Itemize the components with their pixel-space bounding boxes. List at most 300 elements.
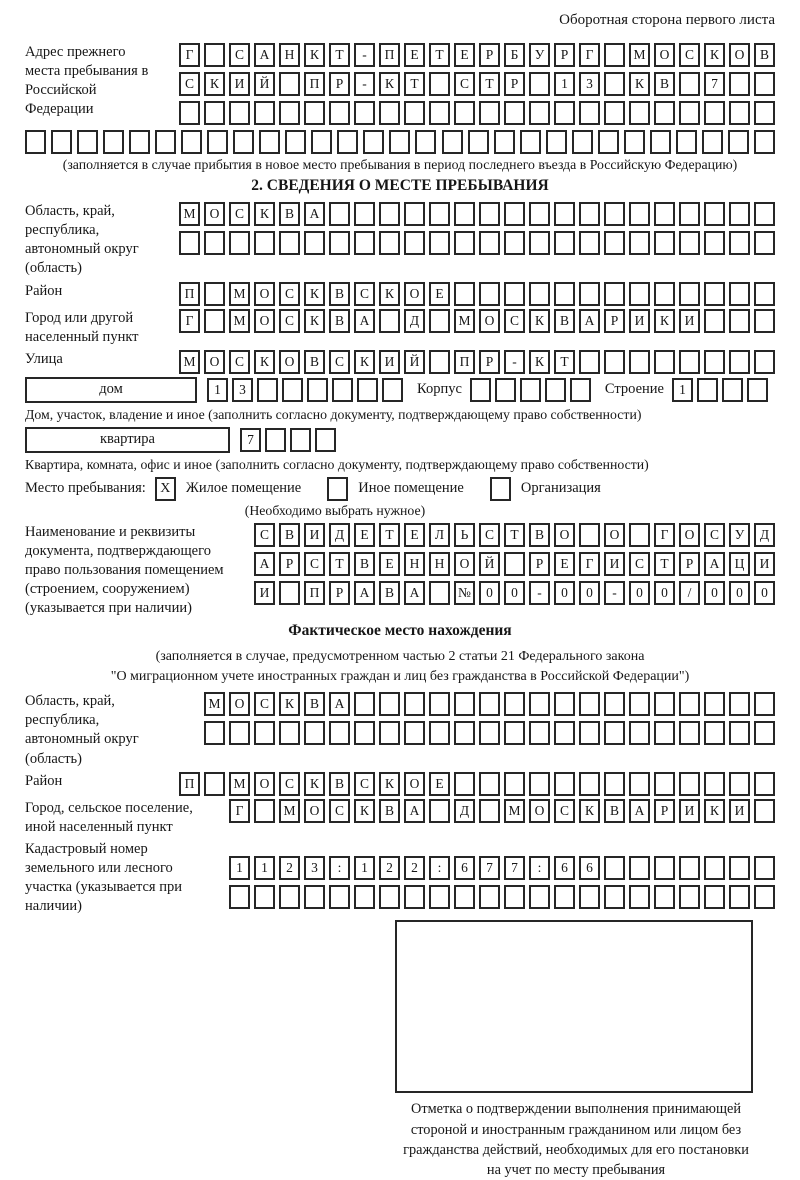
char-cell[interactable]: К — [354, 799, 375, 823]
char-cell[interactable] — [579, 772, 600, 796]
char-cell[interactable] — [504, 885, 525, 909]
char-cell[interactable]: 0 — [504, 581, 525, 605]
char-cell[interactable]: А — [254, 552, 275, 576]
char-cell[interactable]: Р — [504, 72, 525, 96]
char-cell[interactable]: К — [304, 309, 325, 333]
char-cell[interactable] — [704, 885, 725, 909]
char-cell[interactable] — [429, 721, 450, 745]
char-cell[interactable] — [554, 692, 575, 716]
char-cell[interactable] — [570, 378, 591, 402]
char-cell[interactable]: К — [304, 282, 325, 306]
char-cell[interactable] — [229, 721, 250, 745]
char-cell[interactable] — [545, 378, 566, 402]
char-cell[interactable]: Т — [329, 552, 350, 576]
char-cell[interactable] — [604, 282, 625, 306]
char-cell[interactable] — [729, 350, 750, 374]
char-cell[interactable] — [529, 72, 550, 96]
char-cell[interactable] — [479, 692, 500, 716]
char-cell[interactable] — [604, 350, 625, 374]
checkbox-zhiloe[interactable]: X — [155, 477, 176, 501]
char-cell[interactable] — [354, 692, 375, 716]
char-cell[interactable] — [454, 692, 475, 716]
char-cell[interactable] — [404, 721, 425, 745]
char-cell[interactable]: : — [329, 856, 350, 880]
char-cell[interactable] — [329, 202, 350, 226]
char-cell[interactable]: У — [729, 523, 750, 547]
char-cell[interactable] — [25, 130, 46, 154]
char-cell[interactable]: Й — [404, 350, 425, 374]
char-cell[interactable] — [454, 721, 475, 745]
char-cell[interactable] — [51, 130, 72, 154]
char-cell[interactable]: 0 — [479, 581, 500, 605]
char-cell[interactable] — [679, 721, 700, 745]
char-cell[interactable] — [354, 231, 375, 255]
char-cell[interactable] — [354, 885, 375, 909]
char-cell[interactable] — [729, 692, 750, 716]
char-cell[interactable]: 7 — [704, 72, 725, 96]
char-cell[interactable] — [629, 101, 650, 125]
char-cell[interactable] — [495, 378, 516, 402]
char-cell[interactable]: Р — [604, 309, 625, 333]
char-cell[interactable]: О — [254, 309, 275, 333]
char-cell[interactable]: - — [529, 581, 550, 605]
char-cell[interactable] — [579, 721, 600, 745]
char-cell[interactable] — [304, 885, 325, 909]
char-cell[interactable] — [679, 856, 700, 880]
char-cell[interactable] — [504, 692, 525, 716]
char-cell[interactable] — [554, 231, 575, 255]
char-cell[interactable] — [754, 692, 775, 716]
char-cell[interactable] — [546, 130, 567, 154]
char-cell[interactable]: К — [654, 309, 675, 333]
char-cell[interactable] — [479, 721, 500, 745]
char-cell[interactable]: Е — [554, 552, 575, 576]
char-cell[interactable] — [704, 721, 725, 745]
char-cell[interactable]: М — [454, 309, 475, 333]
char-cell[interactable] — [229, 231, 250, 255]
char-cell[interactable] — [429, 581, 450, 605]
char-cell[interactable] — [729, 202, 750, 226]
char-cell[interactable] — [181, 130, 202, 154]
char-cell[interactable] — [329, 231, 350, 255]
char-cell[interactable]: В — [279, 202, 300, 226]
char-cell[interactable] — [363, 130, 384, 154]
char-cell[interactable]: И — [754, 552, 775, 576]
char-cell[interactable]: И — [629, 309, 650, 333]
char-cell[interactable] — [629, 772, 650, 796]
char-cell[interactable]: Г — [229, 799, 250, 823]
char-cell[interactable] — [679, 692, 700, 716]
char-cell[interactable]: И — [379, 350, 400, 374]
char-cell[interactable] — [468, 130, 489, 154]
char-cell[interactable] — [579, 350, 600, 374]
char-cell[interactable]: Д — [754, 523, 775, 547]
char-cell[interactable] — [679, 101, 700, 125]
char-cell[interactable] — [504, 202, 525, 226]
char-cell[interactable]: О — [404, 772, 425, 796]
char-cell[interactable]: Г — [179, 309, 200, 333]
char-cell[interactable] — [254, 231, 275, 255]
char-cell[interactable] — [254, 799, 275, 823]
char-cell[interactable] — [754, 231, 775, 255]
char-cell[interactable]: 3 — [579, 72, 600, 96]
char-cell[interactable]: К — [304, 43, 325, 67]
char-cell[interactable]: В — [379, 581, 400, 605]
char-cell[interactable]: 1 — [354, 856, 375, 880]
char-cell[interactable]: Р — [479, 43, 500, 67]
char-cell[interactable]: У — [529, 43, 550, 67]
char-cell[interactable] — [729, 101, 750, 125]
char-cell[interactable]: В — [754, 43, 775, 67]
char-cell[interactable] — [304, 101, 325, 125]
char-cell[interactable]: Г — [179, 43, 200, 67]
char-cell[interactable] — [155, 130, 176, 154]
char-cell[interactable] — [579, 282, 600, 306]
char-cell[interactable]: Д — [404, 309, 425, 333]
char-cell[interactable]: 7 — [479, 856, 500, 880]
char-cell[interactable] — [229, 885, 250, 909]
char-cell[interactable]: О — [279, 350, 300, 374]
char-cell[interactable] — [654, 692, 675, 716]
char-cell[interactable] — [754, 885, 775, 909]
char-cell[interactable]: В — [329, 309, 350, 333]
char-cell[interactable] — [290, 428, 311, 452]
char-cell[interactable]: В — [329, 282, 350, 306]
char-cell[interactable] — [654, 772, 675, 796]
char-cell[interactable]: Й — [479, 552, 500, 576]
char-cell[interactable]: И — [679, 309, 700, 333]
char-cell[interactable] — [624, 130, 645, 154]
char-cell[interactable]: Е — [379, 552, 400, 576]
char-cell[interactable]: А — [254, 43, 275, 67]
char-cell[interactable] — [504, 772, 525, 796]
char-cell[interactable] — [279, 72, 300, 96]
char-cell[interactable]: 7 — [504, 856, 525, 880]
char-cell[interactable]: 1 — [207, 378, 228, 402]
char-cell[interactable] — [579, 231, 600, 255]
char-cell[interactable] — [554, 885, 575, 909]
char-cell[interactable]: 0 — [729, 581, 750, 605]
char-cell[interactable] — [579, 885, 600, 909]
char-cell[interactable]: Б — [504, 43, 525, 67]
char-cell[interactable]: А — [304, 202, 325, 226]
char-cell[interactable]: С — [554, 799, 575, 823]
char-cell[interactable] — [504, 552, 525, 576]
char-cell[interactable]: С — [329, 350, 350, 374]
char-cell[interactable] — [103, 130, 124, 154]
char-cell[interactable]: С — [454, 72, 475, 96]
char-cell[interactable]: 0 — [554, 581, 575, 605]
char-cell[interactable] — [754, 856, 775, 880]
char-cell[interactable]: К — [629, 72, 650, 96]
char-cell[interactable] — [579, 523, 600, 547]
char-cell[interactable] — [404, 692, 425, 716]
char-cell[interactable]: К — [254, 202, 275, 226]
char-cell[interactable] — [654, 350, 675, 374]
char-cell[interactable] — [654, 202, 675, 226]
char-cell[interactable] — [279, 885, 300, 909]
char-cell[interactable] — [754, 130, 775, 154]
char-cell[interactable] — [702, 130, 723, 154]
char-cell[interactable]: В — [354, 552, 375, 576]
char-cell[interactable]: 6 — [579, 856, 600, 880]
char-cell[interactable] — [629, 350, 650, 374]
char-cell[interactable] — [529, 721, 550, 745]
char-cell[interactable]: О — [529, 799, 550, 823]
char-cell[interactable] — [754, 101, 775, 125]
char-cell[interactable] — [529, 202, 550, 226]
char-cell[interactable] — [379, 231, 400, 255]
char-cell[interactable] — [729, 721, 750, 745]
char-cell[interactable] — [679, 772, 700, 796]
char-cell[interactable]: Л — [429, 523, 450, 547]
char-cell[interactable] — [454, 101, 475, 125]
char-cell[interactable]: 7 — [240, 428, 261, 452]
char-cell[interactable] — [520, 130, 541, 154]
char-cell[interactable]: С — [329, 799, 350, 823]
char-cell[interactable] — [604, 772, 625, 796]
char-cell[interactable] — [479, 799, 500, 823]
char-cell[interactable]: 1 — [672, 378, 693, 402]
char-cell[interactable] — [389, 130, 410, 154]
char-cell[interactable] — [529, 692, 550, 716]
char-cell[interactable] — [454, 885, 475, 909]
char-cell[interactable]: Т — [504, 523, 525, 547]
char-cell[interactable] — [429, 799, 450, 823]
char-cell[interactable] — [604, 692, 625, 716]
char-cell[interactable] — [470, 378, 491, 402]
char-cell[interactable] — [529, 282, 550, 306]
char-cell[interactable]: П — [304, 72, 325, 96]
char-cell[interactable] — [379, 721, 400, 745]
char-cell[interactable] — [754, 282, 775, 306]
char-cell[interactable]: Е — [429, 282, 450, 306]
char-cell[interactable] — [354, 101, 375, 125]
char-cell[interactable] — [429, 309, 450, 333]
char-cell[interactable]: К — [354, 350, 375, 374]
char-cell[interactable] — [629, 692, 650, 716]
char-cell[interactable] — [307, 378, 328, 402]
char-cell[interactable] — [429, 72, 450, 96]
char-cell[interactable]: К — [254, 350, 275, 374]
char-cell[interactable] — [254, 101, 275, 125]
char-cell[interactable]: С — [179, 72, 200, 96]
char-cell[interactable]: Г — [579, 43, 600, 67]
char-cell[interactable] — [229, 101, 250, 125]
char-cell[interactable] — [454, 231, 475, 255]
char-cell[interactable]: А — [354, 581, 375, 605]
checkbox-inoe[interactable] — [327, 477, 348, 501]
char-cell[interactable]: И — [254, 581, 275, 605]
char-cell[interactable]: И — [304, 523, 325, 547]
char-cell[interactable] — [357, 378, 378, 402]
char-cell[interactable] — [604, 43, 625, 67]
char-cell[interactable]: К — [279, 692, 300, 716]
char-cell[interactable] — [679, 202, 700, 226]
char-cell[interactable]: К — [304, 772, 325, 796]
char-cell[interactable]: Т — [654, 552, 675, 576]
char-cell[interactable] — [728, 130, 749, 154]
char-cell[interactable]: - — [504, 350, 525, 374]
char-cell[interactable]: К — [579, 799, 600, 823]
char-cell[interactable]: Й — [254, 72, 275, 96]
char-cell[interactable]: 2 — [379, 856, 400, 880]
char-cell[interactable]: Т — [379, 523, 400, 547]
char-cell[interactable] — [504, 282, 525, 306]
char-cell[interactable]: П — [454, 350, 475, 374]
char-cell[interactable] — [204, 101, 225, 125]
char-cell[interactable] — [704, 350, 725, 374]
char-cell[interactable] — [679, 885, 700, 909]
char-cell[interactable]: Е — [454, 43, 475, 67]
char-cell[interactable]: С — [479, 523, 500, 547]
char-cell[interactable]: 2 — [404, 856, 425, 880]
char-cell[interactable] — [129, 130, 150, 154]
char-cell[interactable] — [679, 231, 700, 255]
char-cell[interactable]: К — [379, 772, 400, 796]
char-cell[interactable] — [379, 202, 400, 226]
char-cell[interactable]: К — [704, 43, 725, 67]
char-cell[interactable] — [259, 130, 280, 154]
char-cell[interactable]: О — [604, 523, 625, 547]
char-cell[interactable] — [650, 130, 671, 154]
char-cell[interactable]: В — [529, 523, 550, 547]
char-cell[interactable] — [204, 309, 225, 333]
char-cell[interactable]: Е — [354, 523, 375, 547]
char-cell[interactable]: Д — [454, 799, 475, 823]
char-cell[interactable]: Т — [554, 350, 575, 374]
char-cell[interactable] — [604, 202, 625, 226]
char-cell[interactable] — [679, 350, 700, 374]
char-cell[interactable]: Е — [404, 43, 425, 67]
char-cell[interactable] — [704, 231, 725, 255]
char-cell[interactable] — [629, 523, 650, 547]
char-cell[interactable]: А — [404, 581, 425, 605]
char-cell[interactable] — [729, 282, 750, 306]
char-cell[interactable] — [604, 231, 625, 255]
char-cell[interactable] — [729, 309, 750, 333]
char-cell[interactable] — [279, 581, 300, 605]
char-cell[interactable] — [754, 350, 775, 374]
char-cell[interactable] — [279, 721, 300, 745]
char-cell[interactable]: О — [304, 799, 325, 823]
char-cell[interactable] — [404, 231, 425, 255]
char-cell[interactable]: № — [454, 581, 475, 605]
char-cell[interactable] — [579, 692, 600, 716]
char-cell[interactable]: В — [304, 350, 325, 374]
char-cell[interactable] — [722, 378, 743, 402]
char-cell[interactable] — [311, 130, 332, 154]
char-cell[interactable] — [679, 282, 700, 306]
char-cell[interactable]: Г — [654, 523, 675, 547]
char-cell[interactable]: П — [379, 43, 400, 67]
char-cell[interactable] — [604, 885, 625, 909]
char-cell[interactable] — [354, 721, 375, 745]
char-cell[interactable] — [554, 101, 575, 125]
char-cell[interactable] — [77, 130, 98, 154]
char-cell[interactable]: П — [179, 282, 200, 306]
char-cell[interactable]: И — [604, 552, 625, 576]
char-cell[interactable]: Р — [554, 43, 575, 67]
char-cell[interactable]: В — [329, 772, 350, 796]
char-cell[interactable] — [754, 799, 775, 823]
char-cell[interactable] — [454, 202, 475, 226]
char-cell[interactable] — [429, 202, 450, 226]
char-cell[interactable] — [504, 721, 525, 745]
char-cell[interactable]: М — [279, 799, 300, 823]
char-cell[interactable] — [579, 202, 600, 226]
char-cell[interactable]: О — [204, 350, 225, 374]
char-cell[interactable] — [654, 856, 675, 880]
char-cell[interactable]: В — [279, 523, 300, 547]
char-cell[interactable] — [257, 378, 278, 402]
char-cell[interactable]: - — [354, 72, 375, 96]
char-cell[interactable]: С — [229, 43, 250, 67]
char-cell[interactable]: С — [504, 309, 525, 333]
char-cell[interactable] — [179, 101, 200, 125]
char-cell[interactable]: - — [604, 581, 625, 605]
char-cell[interactable]: О — [254, 282, 275, 306]
char-cell[interactable] — [529, 101, 550, 125]
char-cell[interactable] — [429, 231, 450, 255]
char-cell[interactable]: Т — [329, 43, 350, 67]
char-cell[interactable] — [442, 130, 463, 154]
char-cell[interactable] — [429, 885, 450, 909]
char-cell[interactable]: О — [479, 309, 500, 333]
char-cell[interactable] — [579, 101, 600, 125]
char-cell[interactable] — [704, 101, 725, 125]
char-cell[interactable] — [204, 772, 225, 796]
char-cell[interactable] — [494, 130, 515, 154]
char-cell[interactable] — [529, 231, 550, 255]
char-cell[interactable]: К — [704, 799, 725, 823]
char-cell[interactable]: С — [279, 309, 300, 333]
char-cell[interactable]: П — [179, 772, 200, 796]
char-cell[interactable] — [604, 721, 625, 745]
char-cell[interactable] — [204, 282, 225, 306]
char-cell[interactable]: Н — [279, 43, 300, 67]
char-cell[interactable] — [572, 130, 593, 154]
char-cell[interactable]: А — [579, 309, 600, 333]
char-cell[interactable] — [279, 101, 300, 125]
char-cell[interactable] — [329, 721, 350, 745]
char-cell[interactable] — [404, 101, 425, 125]
char-cell[interactable]: К — [379, 72, 400, 96]
char-cell[interactable] — [337, 130, 358, 154]
char-cell[interactable]: О — [729, 43, 750, 67]
char-cell[interactable] — [204, 43, 225, 67]
char-cell[interactable] — [504, 231, 525, 255]
char-cell[interactable] — [704, 856, 725, 880]
char-cell[interactable]: В — [554, 309, 575, 333]
char-cell[interactable]: Т — [479, 72, 500, 96]
char-cell[interactable] — [254, 885, 275, 909]
char-cell[interactable]: 1 — [554, 72, 575, 96]
char-cell[interactable]: К — [529, 309, 550, 333]
char-cell[interactable] — [754, 721, 775, 745]
char-cell[interactable]: О — [204, 202, 225, 226]
char-cell[interactable] — [233, 130, 254, 154]
char-cell[interactable] — [747, 378, 768, 402]
char-cell[interactable] — [704, 692, 725, 716]
char-cell[interactable] — [654, 231, 675, 255]
char-cell[interactable]: М — [504, 799, 525, 823]
char-cell[interactable] — [529, 885, 550, 909]
char-cell[interactable]: Е — [404, 523, 425, 547]
char-cell[interactable] — [704, 772, 725, 796]
char-cell[interactable] — [429, 692, 450, 716]
char-cell[interactable]: Р — [479, 350, 500, 374]
